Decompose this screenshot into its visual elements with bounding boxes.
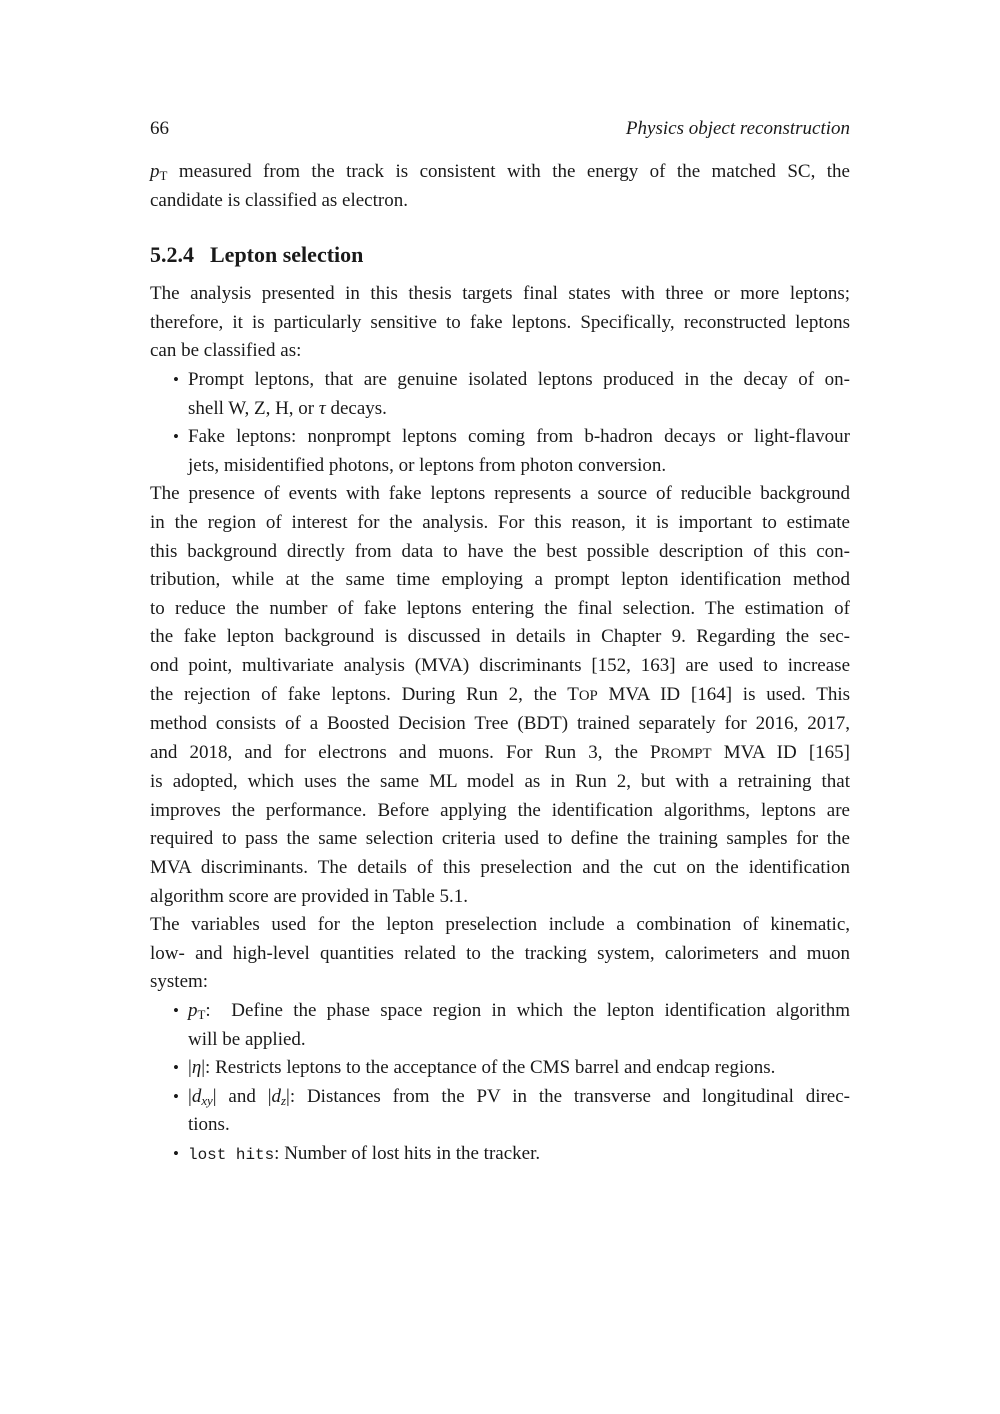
document-body (150, 158, 850, 1170)
paragraph-line: this background directly from data to have the best possible description of this con- (150, 540, 850, 562)
page-number: 66 (150, 118, 169, 139)
paragraph (150, 158, 850, 215)
bullet-line: |η|: Restricts leptons to the acceptance of the CMS barrel and endcap regions. (188, 1057, 776, 1079)
bullet-line: $|d_{xy}|$ and $|d_z|$: Distances from the PV in the transverse and longitudinal direc- (188, 1085, 850, 1108)
paragraph-line: method consists of a Boosted Decision Tree (BDT) trained separately for 2016, 2017, (150, 713, 850, 735)
paragraph-line: to reduce the number of fake leptons entering the final selection. The estimation of (150, 597, 850, 619)
bullet-marker: • (173, 427, 179, 447)
paragraph (150, 280, 850, 366)
paragraph-line: The presence of events with fake leptons represents a source of reducible background (150, 483, 850, 505)
bullet-line: lost hits: Number of lost hits in the tracker. (188, 1143, 541, 1164)
bullet-item (150, 1140, 850, 1170)
paragraph-line: required to pass the same selection criteria used to define the training samples for the (150, 828, 850, 850)
paragraph-line: the fake lepton background is discussed in details in Chapter 9. Regarding the sec- (150, 626, 850, 648)
paragraph-line: is adopted, which uses the same ML model as in Run 2, but with a retraining that (150, 771, 850, 793)
bullet-line: Fake leptons: nonprompt leptons coming from b-hadron decays or light-flavour (188, 426, 850, 448)
paragraph (150, 480, 850, 911)
paragraph-line: ond point, multivariate analysis (MVA) discriminants [152, 163] are used to increase (150, 654, 850, 676)
bullet-line: $p_T$: Define the phase space region in which the lepton identification algorithm (188, 1000, 850, 1022)
paragraph-line: can be classified as: (150, 340, 302, 362)
paragraph-line: in the region of interest for the analysis. For this reason, it is important to estimate (150, 511, 850, 533)
paragraph-line: The analysis presented in this thesis targets final states with three or more leptons; (150, 283, 850, 305)
bullet-item (150, 1054, 850, 1083)
bullet-line: jets, misidentified photons, or leptons from photon conversion. (188, 454, 667, 476)
bullet-list (150, 366, 850, 480)
paragraph-line: low- and high-level quantities related to the tracking system, calorimeters and muon (150, 942, 850, 964)
paragraph-line: $p_T$ measured from the track is consistent with the energy of the matched SC, the (150, 161, 850, 183)
running-title: Physics object reconstruction (625, 118, 850, 139)
paragraph-line: improves the performance. Before applying the identification algorithms, leptons are (150, 799, 850, 821)
bullet-marker: • (173, 1001, 179, 1021)
section-number: 5.2.4 (150, 242, 194, 268)
paragraph-line: algorithm score are provided in Table 5.1. (150, 885, 469, 907)
paragraph-line: MVA discriminants. The details of this preselection and the cut on the identification (150, 857, 850, 879)
bullet-item (150, 1083, 850, 1140)
section-title: Lepton selection (210, 242, 364, 268)
bullet-item (150, 366, 850, 423)
bullet-marker: • (173, 1058, 179, 1078)
paragraph-line: the rejection of fake leptons. During Run 2, the TOP MVA ID [164] is used. This (150, 683, 850, 705)
bullet-line: will be applied. (188, 1028, 306, 1050)
paragraph (150, 911, 850, 997)
bullet-line: shell W, Z, H, or τ decays. (188, 397, 387, 419)
page-header (150, 118, 850, 140)
bullet-list (150, 997, 850, 1170)
paragraph-line: candidate is classified as electron. (150, 189, 408, 211)
section-heading (150, 240, 850, 270)
paragraph-line: and 2018, and for electrons and muons. For Run 3, the PROMPT MVA ID [165] (150, 741, 850, 763)
bullet-line: Prompt leptons, that are genuine isolated leptons produced in the decay of on- (188, 368, 850, 390)
paragraph-line: therefore, it is particularly sensitive to fake leptons. Specifically, reconstructed leptons (150, 311, 850, 333)
bullet-line: tions. (188, 1114, 230, 1136)
bullet-item (150, 997, 850, 1054)
bullet-marker: • (173, 1086, 179, 1106)
paragraph-line: tribution, while at the same time employing a prompt lepton identification method (150, 569, 850, 591)
paragraph-line: The variables used for the lepton preselection include a combination of kinematic, (150, 914, 850, 936)
bullet-marker: • (173, 1144, 179, 1163)
bullet-marker: • (173, 369, 179, 389)
paragraph-line: system: (150, 971, 209, 993)
bullet-item (150, 423, 850, 480)
